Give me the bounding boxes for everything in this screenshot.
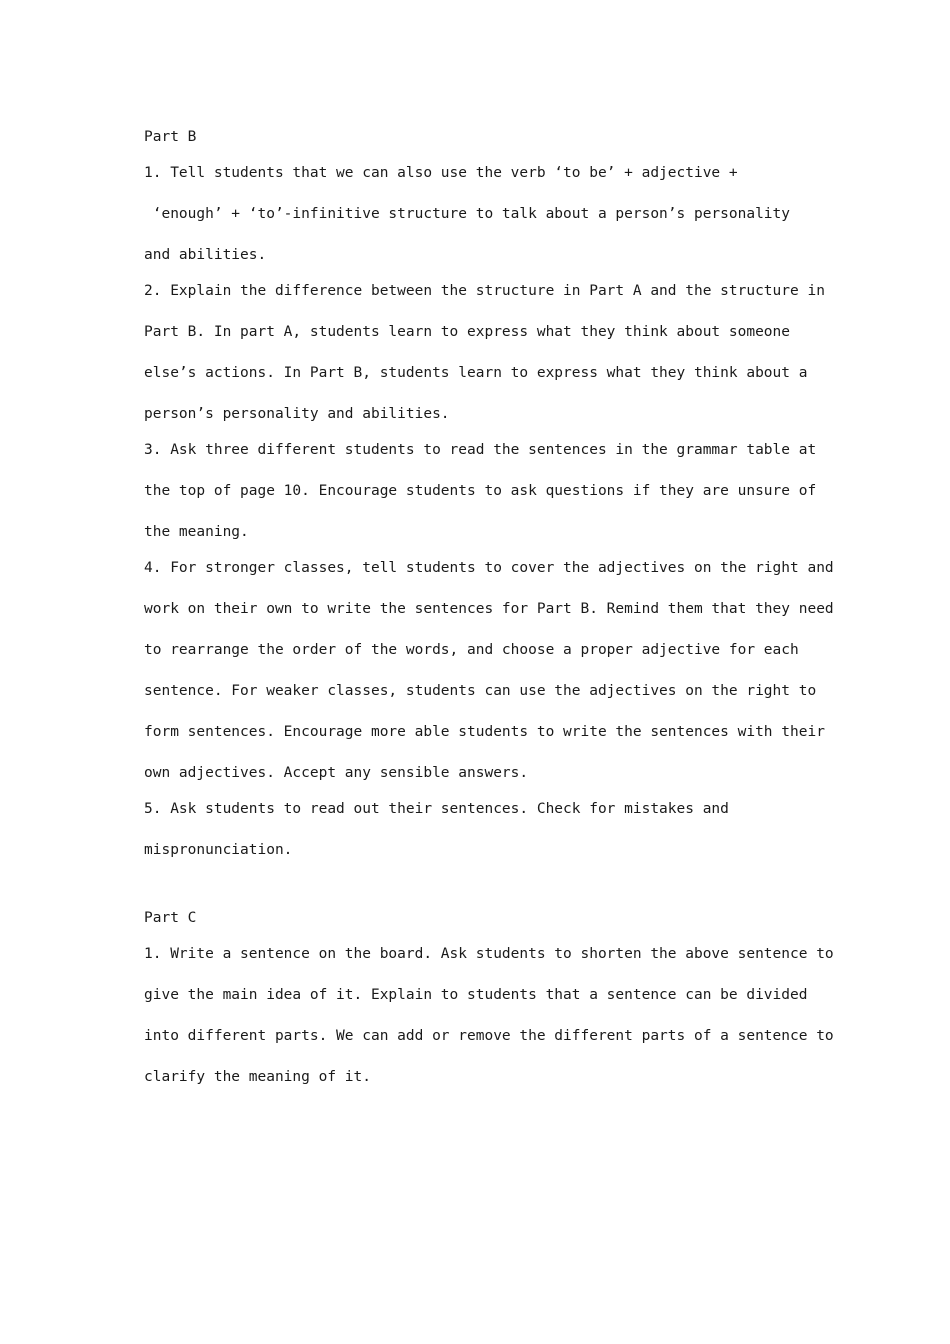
list-item-5 xyxy=(144,798,844,861)
text-line: 1. Tell students that we can also use the verb ‘to be’ + adjective + xyxy=(144,165,738,181)
text-line: into different parts. We can add or remove the different parts of a sentence to xyxy=(144,1028,834,1044)
text-line: the top of page 10. Encourage students to ask questions if they are unsure of xyxy=(144,483,817,499)
text-line: the meaning. xyxy=(144,524,249,540)
text-line: and abilities. xyxy=(144,247,267,263)
text-line: work on their own to write the sentences for Part B. Remind them that they need xyxy=(144,601,834,617)
text-line: own adjectives. Accept any sensible answers. xyxy=(144,765,529,781)
text-line: Part B. In part A, students learn to express what they think about someone xyxy=(144,324,791,340)
list-item-4 xyxy=(144,557,844,784)
section-title: Part C xyxy=(144,910,197,926)
list-item-3 xyxy=(144,439,844,543)
text-line: mispronunciation. xyxy=(144,842,293,858)
text-line: ‘enough’ + ‘to’-infinitive structure to talk about a person’s personality xyxy=(144,206,791,222)
text-line: clarify the meaning of it. xyxy=(144,1069,371,1085)
list-item-1 xyxy=(144,943,844,1088)
text-line: else’s actions. In Part B, students learn to express what they think about a xyxy=(144,365,808,381)
section-title: Part B xyxy=(144,129,197,145)
text-line: 2. Explain the difference between the structure in Part A and the structure in xyxy=(144,283,825,299)
section-part-c xyxy=(144,907,844,1088)
text-line: 1. Write a sentence on the board. Ask students to shorten the above sentence to xyxy=(144,946,834,962)
list-item-1 xyxy=(144,162,844,266)
text-line: 5. Ask students to read out their sentences. Check for mistakes and xyxy=(144,801,729,817)
text-line: form sentences. Encourage more able students to write the sentences with their xyxy=(144,724,825,740)
text-line: person’s personality and abilities. xyxy=(144,406,450,422)
text-line: 3. Ask three different students to read the sentences in the grammar table at xyxy=(144,442,817,458)
list-item-2 xyxy=(144,280,844,425)
text-line: to rearrange the order of the words, and choose a proper adjective for each xyxy=(144,642,799,658)
document-page xyxy=(144,126,844,1088)
text-line: 4. For stronger classes, tell students to cover the adjectives on the right and xyxy=(144,560,834,576)
section-part-b xyxy=(144,126,844,861)
text-line: give the main idea of it. Explain to students that a sentence can be divided xyxy=(144,987,808,1003)
text-line: sentence. For weaker classes, students can use the adjectives on the right to xyxy=(144,683,817,699)
